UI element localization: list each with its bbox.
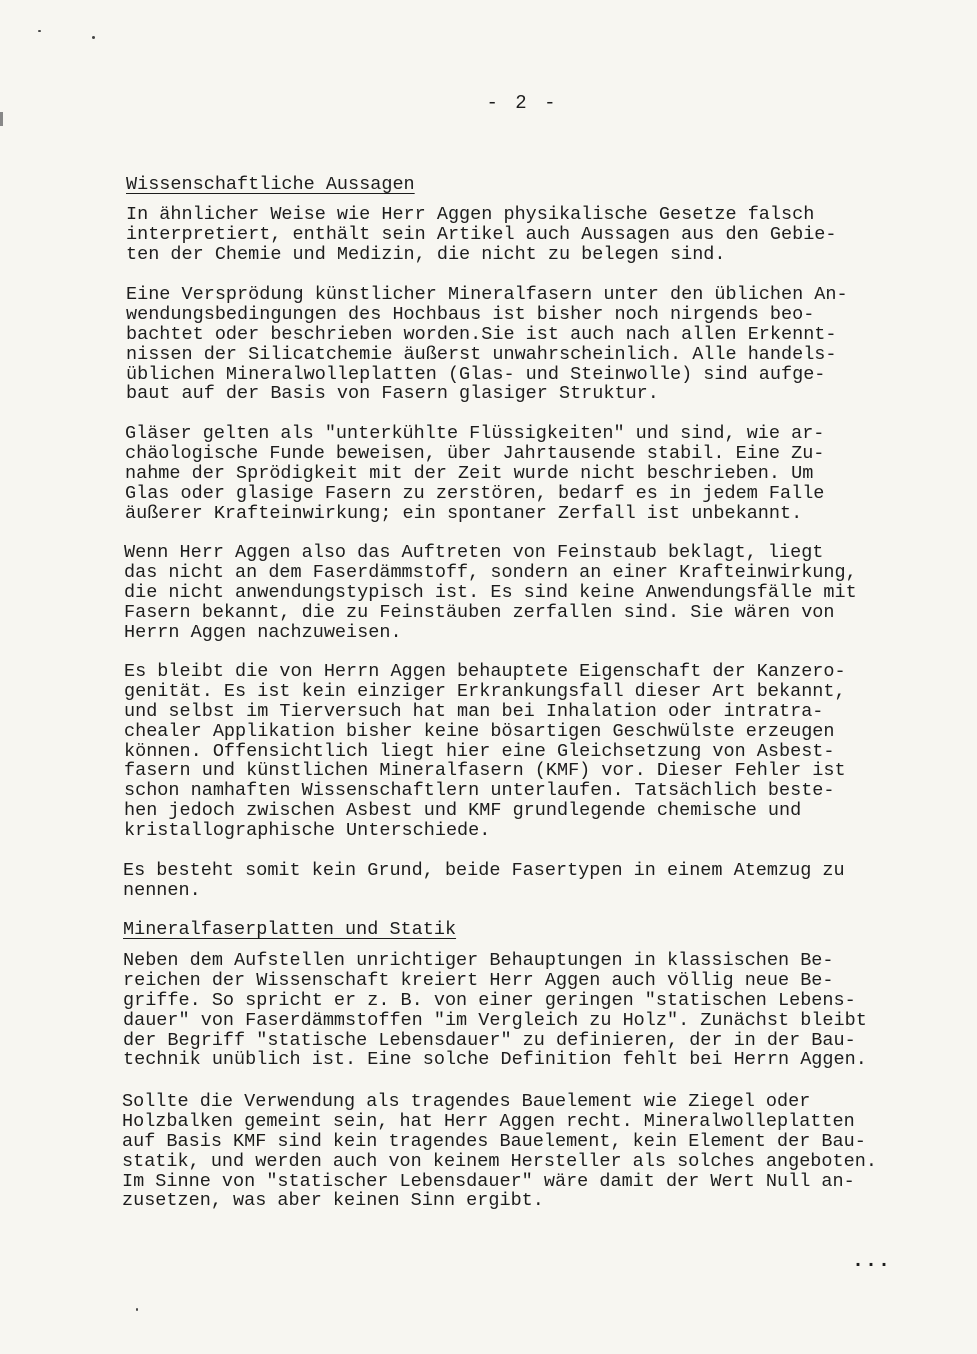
text-line: auf Basis KMF sind kein tragendes Bauelement, kein Element der Bau-	[122, 1130, 866, 1152]
text-line: können. Offensichtlich liegt hier eine Gleichsetzung von Asbest-	[124, 740, 835, 762]
text-line: schon namhaften Wissenschaftlern unterlaufen. Tatsächlich beste-	[124, 780, 835, 802]
text-line: Es besteht somit kein Grund, beide Fasertypen in einem Atemzug zu	[123, 860, 845, 881]
text-line: die nicht anwendungstypisch ist. Es sind keine Anwendungsfälle mit	[124, 581, 857, 603]
scan-speck	[92, 36, 95, 39]
text-line: das nicht an dem Faserdämmstoff, sondern an einer Krafteinwirkung,	[124, 561, 857, 583]
section-heading: Mineralfaserplatten und Statik	[123, 919, 457, 940]
paragraph	[124, 543, 954, 642]
text-line: Sollte die Verwendung als tragendes Bauelement wie Ziegel oder	[122, 1091, 811, 1112]
paragraph	[125, 424, 955, 523]
text-line: genität. Es ist kein einziger Erkrankungsfall dieser Art bekannt,	[124, 680, 846, 702]
text-line: In ähnlicher Weise wie Herr Aggen physikalische Gesetze falsch	[126, 204, 815, 225]
paragraph	[123, 861, 953, 901]
section-mineral-fiber-boards-statics	[123, 920, 953, 940]
text-line: bachtet oder beschrieben worden.Sie ist auch nach allen Erkennt-	[126, 323, 837, 345]
text-line: Fasern bekannt, die zu Feinstäuben zerfallen sind. Sie wären von	[124, 601, 835, 623]
text-line: technik unüblich ist. Eine solche Definition fehlt bei Herrn Aggen.	[123, 1049, 867, 1071]
text-line: griffe. So spricht er z. B. von einer geringen "statischen Lebens-	[123, 989, 856, 1011]
text-line: Eine Versprödung künstlicher Mineralfasern unter den üblichen An-	[126, 284, 848, 305]
text-line: Im Sinne von "statischer Lebensdauer" wäre damit der Wert Null an-	[122, 1170, 855, 1192]
text-line: Gläser gelten als "unterkühlte Flüssigkeiten" und sind, wie ar-	[125, 423, 825, 444]
text-line: Glas oder glasige Fasern zu zerstören, bedarf es in jedem Falle	[125, 482, 825, 504]
text-line: Es bleibt die von Herrn Aggen behauptete Eigenschaft der Kanzero-	[124, 661, 846, 682]
text-line: hen jedoch zwischen Asbest und KMF grundlegende chemische und	[124, 800, 802, 822]
paragraph	[123, 951, 953, 1070]
paragraph	[126, 205, 956, 265]
paragraph	[124, 662, 954, 841]
scan-speck	[38, 30, 41, 32]
text-line: baut auf der Basis von Fasern glasiger Struktur.	[126, 383, 659, 405]
paragraph	[122, 1092, 952, 1211]
continuation-mark: ...	[852, 1250, 892, 1273]
text-line: statik, und werden auch von keinem Hersteller als solches angeboten.	[122, 1150, 877, 1172]
text-line: nissen der Silicatchemie äußerst unwahrscheinlich. Alle handels-	[126, 343, 837, 365]
text-line: fasern und künstlichen Mineralfasern (KMF) vor. Dieser Fehler ist	[124, 760, 846, 782]
paragraph	[126, 285, 956, 404]
text-line: Herrn Aggen nachzuweisen.	[124, 621, 402, 643]
text-line: zusetzen, was aber keinen Sinn ergibt.	[122, 1190, 544, 1212]
text-line: reichen der Wissenschaft kreiert Herr Aggen auch völlig neue Be-	[123, 969, 834, 991]
text-line: ten der Chemie und Medizin, die nicht zu belegen sind.	[126, 243, 726, 265]
section-heading: Wissenschaftliche Aussagen	[126, 174, 415, 195]
text-line: Wenn Herr Aggen also das Auftreten von Feinstaub beklagt, liegt	[124, 542, 824, 563]
text-line: dauer" von Faserdämmstoffen "im Vergleich zu Holz". Zunächst bleibt	[123, 1009, 867, 1031]
text-line: chäologische Funde beweisen, über Jahrtausende stabil. Eine Zu-	[125, 442, 825, 464]
text-line: äußerer Krafteinwirkung; ein spontaner Zerfall ist unbekannt.	[125, 502, 803, 524]
text-line: nennen.	[123, 879, 201, 901]
section-scientific-statements	[126, 175, 956, 195]
text-line: der Begriff "statische Lebensdauer" zu definieren, der in der Bau-	[123, 1029, 856, 1051]
text-line: kristallographische Unterschiede.	[124, 820, 491, 842]
text-line: nahme der Sprödigkeit mit der Zeit wurde nicht beschrieben. Um	[125, 462, 814, 484]
text-line: interpretiert, enthält sein Artikel auch Aussagen aus den Gebie-	[126, 223, 837, 245]
text-line: chealer Applikation bisher keine bösartigen Geschwülste erzeugen	[124, 720, 835, 742]
scan-edge-mark	[0, 112, 3, 126]
text-line: wendungsbedingungen des Hochbaus ist bisher noch nirgends beo-	[126, 303, 815, 325]
text-line: Neben dem Aufstellen unrichtiger Behauptungen in klassischen Be-	[123, 950, 834, 971]
page-number: - 2 -	[486, 92, 559, 114]
text-line: Holzbalken gemeint sein, hat Herr Aggen recht. Mineralwolleplatten	[122, 1110, 855, 1132]
scan-speck	[136, 1308, 138, 1311]
text-line: üblichen Mineralwolleplatten (Glas- und Steinwolle) sind aufge-	[126, 363, 826, 385]
text-line: und selbst im Tierversuch hat man bei Inhalation oder intratra-	[124, 700, 824, 722]
